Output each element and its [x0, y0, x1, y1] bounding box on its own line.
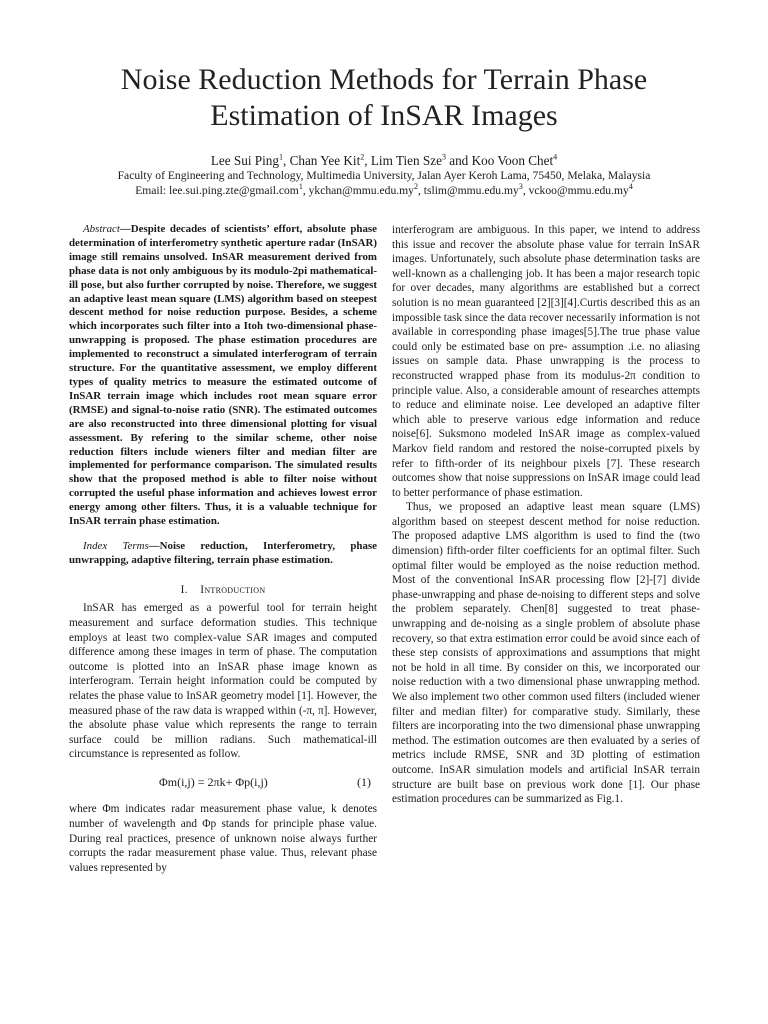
- affiliation: Faculty of Engineering and Technology, Multimedia University, Jalan Ayer Keroh Lama, 75450, Melaka, Malaysia: [117, 169, 651, 182]
- equation-expression: Φm(i,j) = 2πk+ Φp(i,j): [159, 774, 268, 789]
- email-2-index: 2: [413, 182, 418, 192]
- equation-number: (1): [357, 774, 371, 789]
- equation-1: [69, 775, 377, 790]
- title-line-2: Estimation of InSAR Images: [210, 99, 558, 132]
- author-2-index: 2: [360, 152, 365, 162]
- email-prefix: Email:: [135, 184, 169, 197]
- email-1[interactable]: lee.sui.ping.zte@gmail.com: [169, 184, 299, 197]
- email-4-index: 4: [628, 182, 633, 192]
- index-terms-label: Index Terms: [83, 539, 149, 552]
- paper-title: [40, 62, 728, 134]
- author-4: Koo Voon Chet: [471, 153, 554, 168]
- index-terms: [69, 540, 377, 568]
- index-terms-text: —Noise reduction, Interferometry, phase unwrapping, adaptive filtering, terrain phase estimation.: [69, 539, 378, 566]
- right-paragraph-1: interferogram are ambiguous. In this paper, we intend to address this issue and recover the absolute phase value for terrain InSAR images. Unfortunately, such absolute phase determination tasks are well-known as a challenging job. It has been a major research topic for over decades, many algorithms are established but a correct solution is no mean guaranteed [2][3][4].Curtis described this as an impossible task since the data recover necessarily information is not available in corresponding phase images[5].The true phase value could only be estimated base on pre- assumption .i.e. no aliasing issues on sample data. Phase unwrapping is the process to reconstructed wrapped phase from its modulus-2π condition to principle value. Also, a considerable amount of researches attempts to reduce and eliminate noise. Lee developed an adaptive filter which able to preserve various edge information and reduce noise[6]. Suksmono modeled InSAR image as complex-valued Markov field random and restored the noise-corrupted pixels by refer to fifth-order of its neighbour pixels [7]. These research outcomes show that noise suppressions on InSAR image could lead to better performance of phase estimation.: [392, 224, 700, 499]
- email-2[interactable]: ykchan@mmu.edu.my: [308, 184, 414, 197]
- right-paragraph-2: Thus, we proposed an adaptive least mean square (LMS) algorithm based on steepest descent method for noise reduction. The proposed adaptive LMS algorithm is used to find the (two dimension) fifth-order filter coefficients for an optimal filter. Such optimal filter would be employed as the noise reduction method. Most of the conventional InSAR processing flow [2]-[7] divide phase-unwrapping and phase de-noising to different steps and solve the problem separately. Chen[8] suggested to treat phase-unwrapping and de-noising as a single problem of absolute phase recovery, so that extra estimation error could be avoid since each of these step consists of approximations and assumptions that might not be hold in all time. By consider on this, we incorporated our noise reduction with a two dimensional phase unwrapping method. We also implement two other common used filters (included wiener filter and median filter) for comparative study. Similarly, these filters are incorporating into the two dimensional phase unwrapping method. The estimation outcomes are then evaluated by a series of metrics include RMSE, SNR and 3D plotting of estimation outcome. InSAR simulation models and artificial InSAR terrain structure are built base on previous work done [1]. Our phase estimation procedures can be summarized as Fig.1.: [392, 501, 700, 806]
- right-column: [392, 223, 700, 807]
- email-1-index: 1: [298, 182, 303, 192]
- abstract: [69, 223, 377, 529]
- author-2: Chan Yee Kit: [289, 153, 361, 168]
- email-3-index: 3: [518, 182, 523, 192]
- abstract-label: Abstract: [83, 223, 120, 235]
- section-heading-introduction: [69, 583, 377, 598]
- author-1: Lee Sui Ping: [210, 153, 279, 168]
- intro-paragraph-1: InSAR has emerged as a powerful tool for terrain height measurement and surface deformation studies. This technique employs at least two complex-value SAR images and computed difference among these images in term of phase. The computation outcome is plotted into an InSAR phase image known as interferogram. Terrain height information could be computed by relates the phase value to InSAR geometry model [1]. However, the measured phase of the raw data is wrapped within (-π, π]. However, the absolute phase value which represents the range to terrain surface could be million radians. Such mathematical-ill circumstance is represented as follow.: [69, 602, 377, 761]
- title-line-1: Noise Reduction Methods for Terrain Phase: [120, 63, 648, 96]
- author-3-index: 3: [441, 152, 446, 162]
- intro-paragraph-2: where Φm indicates radar measurement phase value, k denotes number of wavelength and Φp stands for principle phase value. During real practices, presence of unknown noise always further corrupts the radar measurement phase value. Thus, relevant phase values represented by: [69, 803, 377, 874]
- author-3: Lim Tien Sze: [370, 153, 442, 168]
- abstract-text: —Despite decades of scientists’ effort, absolute phase determination of interferometry synthetic aperture radar (InSAR) image still remains unsolved. InSAR measurement derived from phase data is not only ambiguous by its modulo-2pi mathematical-ill pose, but also further corrupted by noise. Therefore, we suggest an adaptive least mean square (LMS) algorithm based on steepest descent method for noise reduction purpose. Besides, a scheme which incorporates such filter into a Itoh two-dimensional phase-unwrapping is proposed. The phase estimation procedures are implemented to reconstruct a simulated interferogram of terrain structure. For the quantitative assessment, we employ different types of quality metrics to measure the estimated outcome of InSAR terrain image which includes root mean square error (RMSE) and signal-to-noise ratio (SNR). The estimated outcomes are also reconstructed into three dimensional plotting for visual assessment. By refering to the similar scheme, other noise reduction filters include wieners filter and median filter are implemented for performance comparison. The simulated results show that the proposed method is able to filter noise without corrupted the useful phase information and achieves lowest error energy among other filters. Thus, it is a valuable technique for InSAR terrain phase estimation.: [69, 223, 377, 528]
- author-list: Lee Sui Ping$^1$, Chan Yee Kit$^2$, Lim Tien Sze$^3$ and Koo Voon Chet$^4$: [210, 152, 558, 168]
- section-number: I.: [180, 583, 188, 596]
- author-4-index: 4: [553, 152, 558, 162]
- author-1-index: 1: [278, 152, 283, 162]
- email-line: Email: lee.sui.ping.zte@gmail.com$^1$, $ykchan@mmu.edu.my^2$, $tslim@mmu.edu.my^3$, $vckoo@mmu.edu.my^4$: [135, 182, 633, 197]
- email-4[interactable]: vckoo@mmu.edu.my: [528, 184, 629, 197]
- email-3[interactable]: tslim@mmu.edu.my: [423, 184, 519, 197]
- section-title: Introduction: [200, 583, 266, 596]
- left-column: [69, 223, 377, 875]
